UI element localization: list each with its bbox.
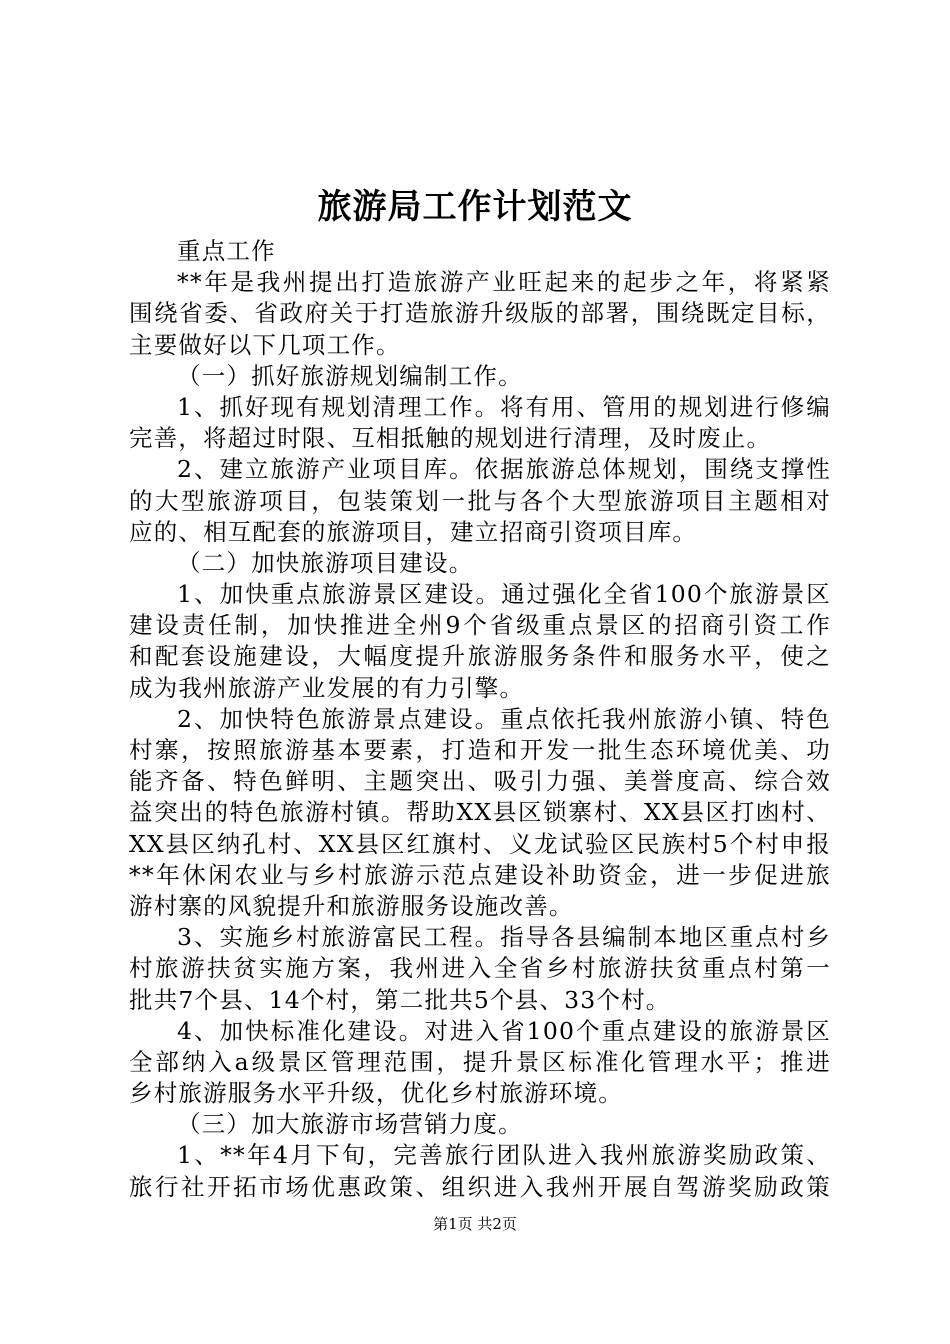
body-line: 4、加快标准化建设。对进入省100个重点建设的旅游景区 — [177, 1016, 831, 1045]
section-heading: （二）加快旅游项目建设。 — [177, 548, 474, 577]
body-line: 完善，将超过时限、互相抵触的规划进行清理，及时废止。 — [129, 424, 772, 453]
body-line: 围绕省委、省政府关于打造旅游升级版的部署，围绕既定目标， — [129, 299, 831, 328]
body-line: 批共7个县、14个村，第二批共5个县、33个村。 — [129, 985, 671, 1014]
body-line: 主要做好以下几项工作。 — [129, 330, 401, 359]
body-line: 游村寨的风貌提升和旅游服务设施改善。 — [129, 891, 574, 920]
body-line: 1、抓好现有规划清理工作。将有用、管用的规划进行修编 — [177, 392, 831, 421]
body-line: 2、加快特色旅游景点建设。重点依托我州旅游小镇、特色 — [177, 704, 831, 733]
body-line: 全部纳入a级景区管理范围，提升景区标准化管理水平；推进 — [129, 1047, 831, 1076]
body-line: **年是我州提出打造旅游产业旺起来的起步之年，将紧紧 — [177, 268, 831, 297]
body-line: 建设责任制，加快推进全州9个省级重点景区的招商引资工作 — [129, 611, 831, 640]
body-line: 2、建立旅游产业项目库。依据旅游总体规划，围绕支撑性 — [177, 455, 831, 484]
body-line: **年休闲农业与乡村旅游示范点建设补助资金，进一步促进旅 — [129, 860, 831, 889]
section-heading: （一）抓好旅游规划编制工作。 — [177, 361, 523, 390]
document-body — [129, 236, 831, 1203]
body-line: 益突出的特色旅游村镇。帮助XX县区锁寨村、XX县区打凼村、 — [129, 798, 831, 827]
body-line: 能齐备、特色鲜明、主题突出、吸引力强、美誉度高、综合效 — [129, 767, 831, 796]
body-line: 村寨，按照旅游基本要素，打造和开发一批生态环境优美、功 — [129, 736, 831, 764]
body-line: 的大型旅游项目，包装策划一批与各个大型旅游项目主题相对 — [129, 486, 831, 515]
body-line: 成为我州旅游产业发展的有力引擎。 — [129, 673, 525, 702]
document-title: 旅游局工作计划范文 — [317, 187, 633, 227]
body-line: 旅行社开拓市场优惠政策、组织进入我州开展自驾游奖励政策 — [129, 1172, 831, 1201]
page-number-footer: 第1页 共2页 — [433, 1215, 517, 1233]
body-line: 1、加快重点旅游景区建设。通过强化全省100个旅游景区 — [177, 580, 831, 609]
body-line: 乡村旅游服务水平升级，优化乡村旅游环境。 — [129, 1079, 623, 1108]
section-heading: （三）加大旅游市场营销力度。 — [177, 1110, 523, 1139]
body-line: 重点工作 — [177, 237, 276, 265]
body-line: 1、**年4月下旬，完善旅行团队进入我州旅游奖励政策、 — [177, 1141, 831, 1170]
body-line: 村旅游扶贫实施方案，我州进入全省乡村旅游扶贫重点村第一 — [129, 954, 831, 983]
body-line: 和配套设施建设，大幅度提升旅游服务条件和服务水平，使之 — [129, 642, 831, 671]
body-line: 应的、相互配套的旅游项目，建立招商引资项目库。 — [129, 517, 698, 546]
body-line: 3、实施乡村旅游富民工程。指导各县编制本地区重点村乡 — [177, 923, 831, 952]
body-line: XX县区纳孔村、XX县区红旗村、义龙试验区民族村5个村申报 — [129, 829, 831, 858]
